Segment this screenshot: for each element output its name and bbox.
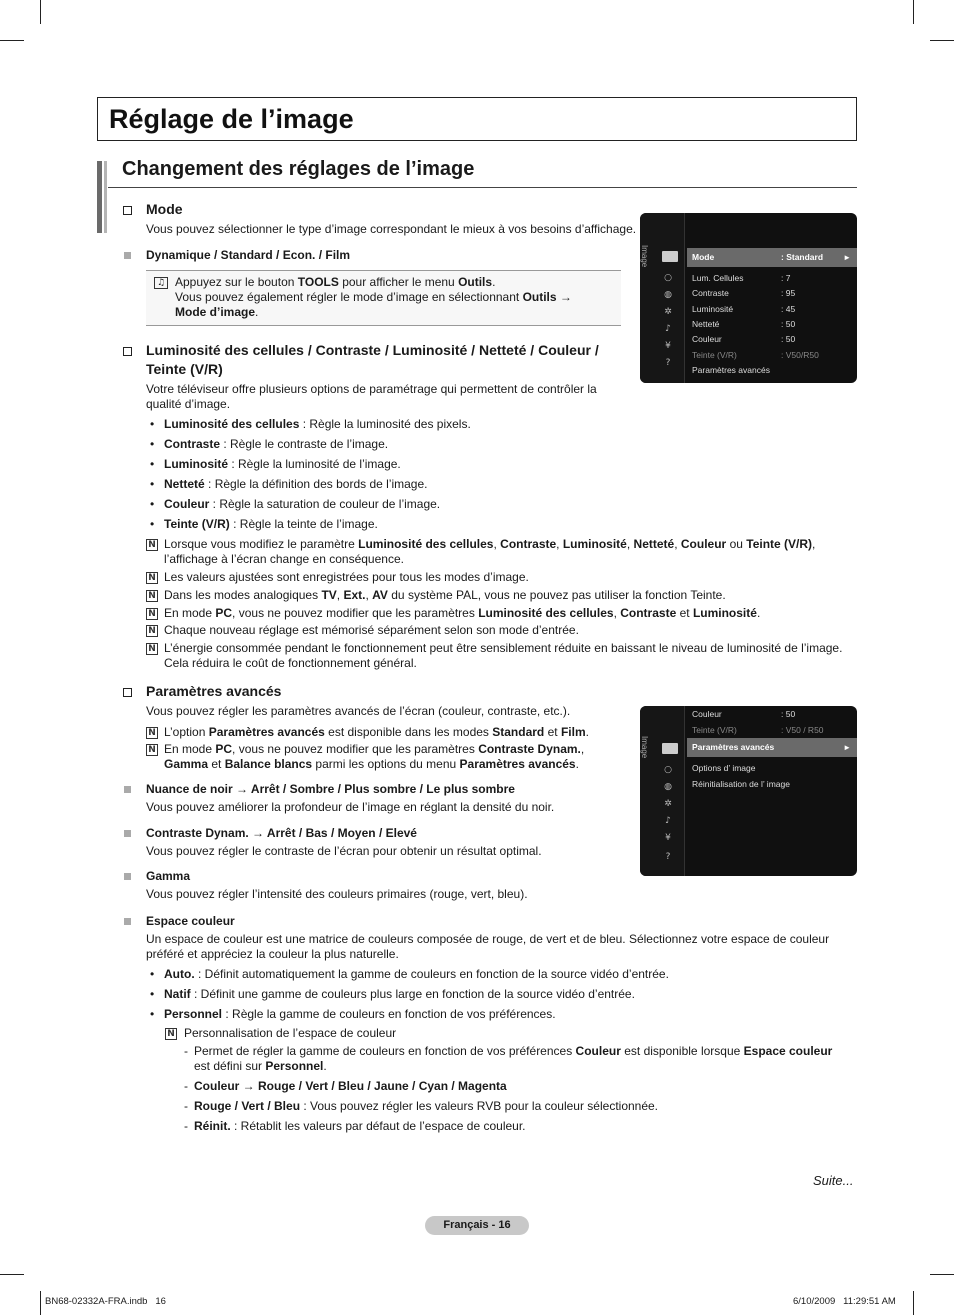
bullet-item: Luminosité : Règle la luminosité de l’image. (164, 457, 401, 471)
checkbox-square-icon (123, 206, 132, 215)
tv-menu-row[interactable]: Netteté : 50 (692, 318, 796, 329)
mode-heading: Mode (146, 201, 183, 217)
support-icon: ? (665, 852, 671, 862)
crop-mark (930, 40, 954, 41)
adv-note2-line2: Gamma et Balance blancs parmi les options du menu Paramètres avancés. (164, 757, 579, 771)
crop-mark (0, 40, 24, 41)
tv-menu-row[interactable]: Contraste : 95 (692, 288, 796, 299)
bullet-item: Auto. : Définit automatiquement la gamme de couleurs en fonction de la source vidéo d’entrée. (164, 967, 669, 981)
sound-icon: ○ (664, 765, 672, 775)
tools-icon: ♫ (154, 277, 168, 289)
note-icon: N (146, 539, 158, 551)
bullet-dot: • (150, 477, 155, 491)
application-icon: ¥ (665, 833, 671, 843)
mode-options: Dynamique / Standard / Econ. / Film (146, 248, 351, 262)
crop-mark (913, 1291, 914, 1315)
bullet-item: Contraste : Règle le contraste de l’image. (164, 437, 389, 451)
nuance-desc: Vous pouvez améliorer la profondeur de l’image en réglant la densité du noir. (146, 800, 555, 814)
mode-desc: Vous pouvez sélectionner le type d’image correspondant le mieux à vos besoins d’affichage. (146, 222, 637, 236)
tv-menu-row[interactable]: Couleur : 50 (692, 334, 796, 345)
tv-menu-row[interactable]: Mode : Standard ► (687, 248, 857, 267)
support-icon: ? (665, 358, 671, 368)
dash: - (184, 1099, 188, 1113)
perso-d2: Couleur → Rouge / Vert / Bleu / Jaune / Cyan / Magenta (194, 1079, 507, 1093)
crop-mark (913, 0, 914, 24)
dash: - (184, 1079, 188, 1093)
bullet-dot: • (150, 1007, 155, 1021)
note-icon: N (146, 744, 158, 756)
tv-menu-screenshot-1 (640, 213, 857, 383)
arrow-right-icon: ► (843, 743, 851, 752)
lum-note4: En mode PC, vous ne pouvez modifier que les paramètres Luminosité des cellules, Contraste et Luminosité. (164, 606, 761, 620)
note-icon: N (165, 1028, 177, 1040)
bullet-item: Luminosité des cellules : Règle la luminosité des pixels. (164, 417, 471, 431)
lum-note1-line2: l’affichage à l’écran change en conséquence. (164, 552, 404, 566)
tools-note-line1: Appuyez sur le bouton TOOLS pour afficher le menu Outils. (175, 275, 496, 289)
picture-icon (662, 251, 678, 262)
tv-menu-row[interactable]: Teinte (V/R) : V50/R50 (692, 349, 819, 360)
tv-menu-row[interactable]: Options d’ image (692, 763, 756, 773)
gray-square-icon (124, 830, 131, 837)
bullet-dot: • (150, 437, 155, 451)
lum-heading-line2: Teinte (V/R) (146, 361, 223, 377)
channel-icon: ◍ (664, 290, 672, 300)
lum-desc-line2: qualité d’image. (146, 397, 231, 411)
picture-icon (662, 743, 678, 754)
channel-icon: ◍ (664, 782, 672, 792)
bullet-dot: • (150, 987, 155, 1001)
perso-d4: Réinit. : Rétablit les valeurs par défaut de l’espace de couleur. (194, 1119, 526, 1133)
note-icon: N (146, 590, 158, 602)
suite-link[interactable]: Suite... (813, 1173, 854, 1188)
gray-square-icon (124, 252, 131, 259)
note-icon: N (146, 727, 158, 739)
crop-mark (40, 1291, 41, 1315)
espace-desc-line1: Un espace de couleur est une matrice de couleurs composée de rouge, de vert et de bleu. Sélectionnez votre espace de couleur (146, 932, 830, 946)
perso-d1-line1: Permet de régler la gamme de couleurs en fonction de vos préférences Couleur est disponible lorsque Espace couleur (194, 1044, 833, 1058)
lum-desc-line1: Votre téléviseur offre plusieurs options de paramétrage qui permettent de contrôler la (146, 382, 597, 396)
tv-menu-row[interactable]: Réinitialisation de l’ image (692, 778, 790, 789)
crop-mark (0, 1274, 24, 1275)
note-icon: N (146, 572, 158, 584)
dash: - (184, 1119, 188, 1133)
tv-menu-row[interactable]: Teinte (V/R) : V50 / R50 (692, 724, 824, 735)
checkbox-square-icon (123, 347, 132, 356)
tv-side-label: Image (640, 245, 649, 268)
tools-note-line3: Mode d’image. (175, 305, 259, 319)
page-number: Français - 16 (425, 1216, 529, 1235)
lum-note1-line1: Lorsque vous modifiez le paramètre Luminosité des cellules, Contraste, Luminosité, Netteté, Couleur ou Teinte (V/R), (164, 537, 816, 551)
contrast-desc: Vous pouvez régler le contraste de l’écran pour obtenir un résultat optimal. (146, 844, 542, 858)
gray-square-icon (124, 873, 131, 880)
note-icon: N (146, 643, 158, 655)
perso-note: Personnalisation de l’espace de couleur (184, 1026, 397, 1040)
bullet-item: Couleur : Règle la saturation de couleur de l’image. (164, 497, 441, 511)
page-title-box (97, 97, 857, 141)
tools-note-box (146, 270, 621, 326)
gray-square-icon (124, 786, 131, 793)
tv-menu-row[interactable]: Paramètres avancés (692, 364, 770, 375)
nuance-heading: Nuance de noir → Arrêt / Sombre / Plus sombre / Le plus sombre (146, 782, 515, 796)
lum-note6-line2: Cela réduira le coût de fonctionnement général. (164, 656, 417, 670)
tv-menu-row[interactable]: Couleur : 50 (692, 709, 796, 719)
bullet-item: Natif : Définit une gamme de couleurs plus large en fonction de la source vidéo d’entrée. (164, 987, 635, 1001)
tv-side-label: Image (640, 736, 649, 759)
adv-heading: Paramètres avancés (146, 683, 282, 699)
setup-icon: ✲ (664, 799, 672, 809)
page-title: Réglage de l’image (109, 104, 354, 134)
bullet-item: Personnel : Règle la gamme de couleurs en fonction de vos préférences. (164, 1007, 556, 1021)
input-icon: ♪ (665, 324, 671, 334)
espace-desc-line2: préféré et appréciez la couleur la plus naturelle. (146, 947, 399, 961)
espace-heading: Espace couleur (146, 914, 235, 928)
note-icon: N (146, 625, 158, 637)
footer-file: BN68-02332A-FRA.indb 16 (45, 1296, 166, 1307)
lum-note3: Dans les modes analogiques TV, Ext., AV du système PAL, vous ne pouvez pas utiliser la fonction Teinte. (164, 588, 726, 602)
lum-note6-line1: L’énergie consommée pendant le fonctionnement peut être sensiblement réduite en baissant le niveau de luminosité de l’image. (164, 641, 843, 655)
application-icon: ¥ (665, 341, 671, 351)
contrast-heading: Contraste Dynam. → Arrêt / Bas / Moyen / Elevé (146, 826, 417, 840)
checkbox-square-icon (123, 688, 132, 697)
tv-menu-row[interactable]: Paramètres avancés ► (687, 738, 857, 757)
footer-date: 6/10/2009 11:29:51 AM (793, 1296, 896, 1307)
dash: - (184, 1044, 188, 1058)
tv-menu-row[interactable]: Lum. Cellules : 7 (692, 273, 791, 283)
adv-note1: L’option Paramètres avancés est disponible dans les modes Standard et Film. (164, 725, 589, 739)
bullet-item: Netteté : Règle la définition des bords de l’image. (164, 477, 428, 491)
bullet-item: Teinte (V/R) : Règle la teinte de l’image. (164, 517, 378, 531)
crop-mark (40, 0, 41, 24)
crop-mark (930, 1274, 954, 1275)
lum-note5: Chaque nouveau réglage est mémorisé séparément selon son mode d’entrée. (164, 623, 579, 637)
tv-menu-row[interactable]: Luminosité : 45 (692, 303, 796, 314)
section-bar (104, 161, 107, 233)
gamma-heading: Gamma (146, 869, 191, 883)
tools-note-line2: Vous pouvez également régler le mode d’image en sélectionnant Outils → (175, 290, 572, 304)
perso-d3: Rouge / Vert / Bleu : Vous pouvez régler les valeurs RVB pour la couleur sélectionnée. (194, 1099, 659, 1113)
gray-square-icon (124, 918, 131, 925)
section-title: Changement des réglages de l’image (122, 158, 475, 180)
bullet-dot: • (150, 967, 155, 981)
arrow-right-icon: ► (843, 253, 851, 262)
section-bar (97, 161, 102, 233)
bullet-dot: • (150, 457, 155, 471)
input-icon: ♪ (665, 816, 671, 826)
adv-note2-line1: En mode PC, vous ne pouvez modifier que les paramètres Contraste Dynam., (164, 742, 585, 756)
lum-note2: Les valeurs ajustées sont enregistrées pour tous les modes d’image. (164, 570, 529, 584)
sound-icon: ○ (664, 273, 672, 283)
lum-heading-line1: Luminosité des cellules / Contraste / Luminosité / Netteté / Couleur / (146, 342, 599, 358)
setup-icon: ✲ (664, 307, 672, 317)
adv-desc: Vous pouvez régler les paramètres avancés de l’écran (couleur, contraste, etc.). (146, 704, 571, 718)
tv-menu-screenshot-2 (640, 706, 857, 876)
gamma-desc: Vous pouvez régler l’intensité des couleurs primaires (rouge, vert, bleu). (146, 887, 528, 901)
bullet-dot: • (150, 417, 155, 431)
bullet-dot: • (150, 517, 155, 531)
note-icon: N (146, 608, 158, 620)
bullet-dot: • (150, 497, 155, 511)
perso-d1-line2: est défini sur Personnel. (194, 1059, 327, 1073)
section-rule (108, 187, 857, 188)
